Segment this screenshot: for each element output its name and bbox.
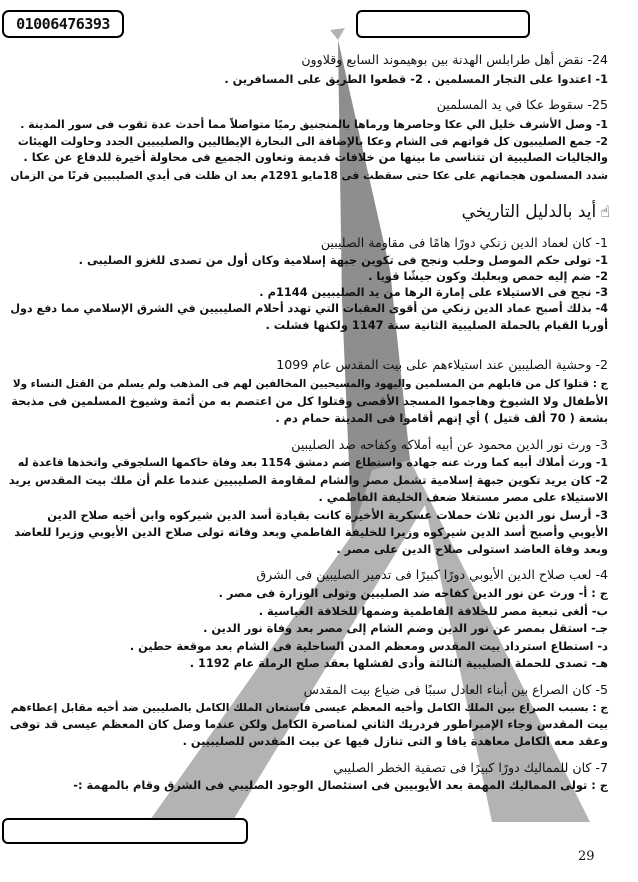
answer-line: ب- ألغى تبعية مصر للخلافة الفاطمية وضمها للخلافة العباسية .	[258, 604, 608, 618]
answer-line: 1- وصل الأشرف خليل الي عكا وحاصرها ورماها بالمنجنيق رميًا متواصلاً مما أحدث عدة ثقوب فى سور المدينة .	[20, 118, 608, 131]
answer-line: 1- اعتدوا على التجار المسلمين . 2- قطعوا الطريق على المسافرين .	[224, 72, 608, 86]
section-heading	[462, 202, 610, 222]
answer-line: 4- بذلك أصبح عماد الدين زنكي من أقوى العقبات التي تهدد أحلام الصليبيين في الشرق الإسلامي مما دفع دول	[10, 302, 608, 315]
answer-line: شدد المسلمون هجماتهم على عكا حتى سقطت فى 18مايو 1291م بعد ان ظلت فى أيدي الصليبيين قرنًا من الزمان	[10, 169, 608, 182]
section-heading-text: أيد بالدليل التاريخي	[461, 202, 597, 222]
answer-line: ج : بسبب الصراع بين الملك الكامل وأخيه المعظم عيسى فاستعان الملك الكامل بالصليبين ضد أخيه مقابل إعطاءهم	[10, 701, 608, 714]
answer-line: الأطفال ولا الشيوخ وهاجموا المسجد الأقصى وقتلوا كل من اعتصم به من أئمة وشيوخ المسلمين فى مذبحة	[11, 394, 608, 408]
answer-line: الأيوبي وأصبح أسد الدين شيركوه وزيرا للخليفة الفاطمي وبعد وفاته تولى صلاح الدين الأيوبي وزيرا للعاضد	[14, 525, 608, 539]
answer-line: الاستيلاء على مصر مستغلا ضعف الخليفة الفاطمي .	[318, 490, 608, 504]
answer-line: 3- نجح فى الاستيلاء على إمارة الرها من يد الصليبيين 1144م .	[259, 285, 608, 299]
page-number: 29	[578, 849, 595, 864]
answer-line: بيت المقدس وجاء الإمبراطور فردريك الثاني لمناصرة الكامل ولكن عندما وصل كان المعظم عيسى قد توفى	[9, 717, 608, 731]
answer-line: ج : قتلوا كل من قابلهم من المسلمين واليهود والمسيحيين المخالفين لهم فى المذهب ولم يسلم من القتل النساء ولا	[12, 378, 608, 390]
question-2: 2- وحشية الصليبين عند استيلاءهم على بيت المقدس عام 1099	[276, 357, 608, 372]
answer-line: بشعة ( 70 ألف قتيل ) أي إنهم أقاموا فى المدينة حمام دم .	[275, 411, 608, 425]
answer-line: ج : تولى المماليك المهمة بعد الأيوبيين فى استئصال الوجود الصليبي فى الشرق وقام بالمهمة :-	[73, 778, 608, 792]
question-24: 24- نقض أهل طرابلس الهدنة بين بوهيموند السابع وقلاوون	[301, 52, 608, 67]
answer-line: 1- تولى حكم الموصل وحلب ونجح فى تكوين جبهة إسلامية وكان أول من تصدى للغزو الصليبى .	[78, 253, 608, 267]
answer-line: وعقد معه الكامل معاهدة يافا و التى تنازل فيها عن بيت المقدس للصليبيين .	[182, 734, 608, 748]
answer-line: هـ- تصدى للحملة الصليبية الثالثة وأدى لفشلها بعقد صلح الرملة عام 1192 .	[189, 656, 608, 670]
answer-line: 2- جمع الصليبيون كل قواتهم فى الشام وعكا بالإضافة الى البحارة الإيطاليين والصليبيين الجدد وحاولت الهيئات	[17, 135, 608, 148]
hand-pointer-icon: ☝	[600, 202, 610, 221]
phone-number-box: 01006476393	[2, 10, 124, 38]
footer-empty-box	[2, 818, 248, 844]
answer-line: د- استطاع استرداد بيت المقدس ومعظم المدن الساحلية فى الشام بعد موقعة حطين .	[129, 639, 608, 653]
header-empty-box	[356, 10, 530, 38]
question-25: 25- سقوط عكا في يد المسلمين	[436, 97, 608, 112]
question-1: 1- كان لعماد الدين زنكي دورًا هامًا فى مقاومة الصليبين	[320, 235, 608, 250]
answer-line: 2- ضم إليه حمص وبعلبك وكون جيشًا قويا .	[368, 269, 608, 283]
question-4: 4- لعب صلاح الدين الأيوبي دورًا كبيرًا فى تدمير الصليبين فى الشرق	[256, 567, 608, 582]
question-5: 5- كان الصراع بين أبناء العادل سببًا فى ضياع بيت المقدس	[303, 682, 608, 697]
answer-line: وبعد وفاة العاضد استولى صلاح الدين على مصر .	[336, 542, 608, 556]
question-3: 3- ورث نور الدين محمود عن أبيه أملاكه وكفاحه ضد الصليبين	[291, 437, 608, 452]
answer-line: والجاليات الصليبية ان تتناسى ما بينها من خلافات قديمة وتعاون الجميع فى محاولة أخيرة للدفاع عن عكا .	[23, 150, 608, 164]
answer-line: 1- ورث أملاك أبيه كما ورث عنه جهاده واستطاع ضم دمشق 1154 بعد وفاة حاكمها السلجوقي واتخذها قاعدة له	[17, 456, 608, 469]
answer-line: ج : أ- ورث عن نور الدين كفاحه ضد الصليبين وتولى الوزارة فى مصر .	[218, 586, 608, 600]
answer-line: 3- أرسل نور الدين ثلاث حملات عسكرية الأخيرة كانت بقيادة أسد الدين شيركوه وابن أخيه صلاح الدين	[47, 508, 608, 522]
question-7: 7- كان للمماليك دورًا كبيرًا فى تصفية الخطر الصليبي	[333, 760, 608, 775]
answer-line: جـ- استقل بمصر عن نور الدين وضم الشام إلى مصر بعد وفاة نور الدين .	[203, 621, 608, 635]
answer-line: 2- كان يريد تكوين جبهة إسلامية تشمل مصر والشام لمقاومة الصليبيين عندما علم أن ملك بيت المقدس يريد	[8, 473, 608, 487]
answer-line: أوربا القيام بالحملة الصليبية الثانية سنة 1147 ولكنها فشلت .	[265, 318, 608, 332]
